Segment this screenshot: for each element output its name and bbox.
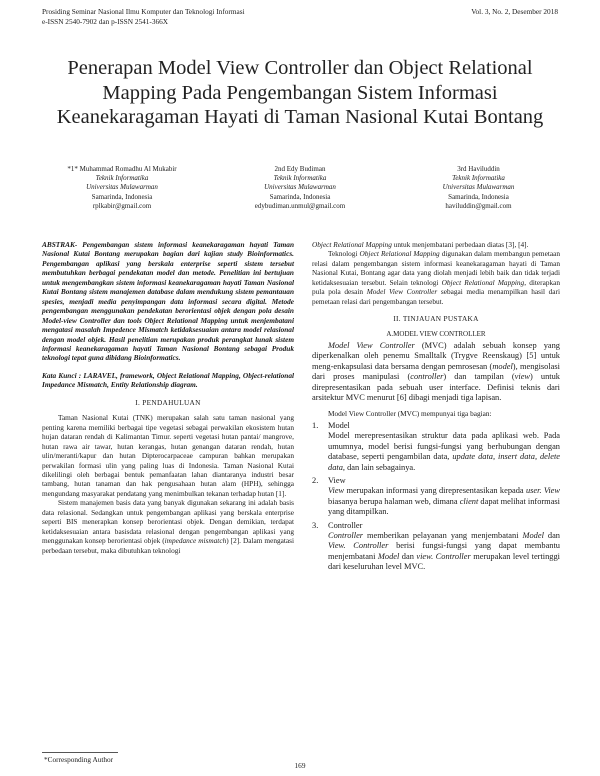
text-run-italic: Model bbox=[522, 531, 544, 541]
list-item-model bbox=[312, 421, 560, 431]
author-dept: Teknik Informatika bbox=[95, 174, 149, 183]
section-heading-introduction: I. PENDAHULUAN bbox=[135, 397, 201, 407]
author-block-2 bbox=[220, 165, 380, 211]
right-column bbox=[312, 240, 560, 573]
text-run-italic: update data, insert data, delete data bbox=[328, 452, 560, 472]
footnote-rule bbox=[42, 752, 118, 753]
text-run: Model merepresentasikan struktur data pada aplikasi web. Pada umumnya, model berisi fungsi-fungsi yang berhubungan dengan database, seperti pengambilan data, bbox=[328, 431, 560, 462]
text-run: digunakan dalam membangun pemetaan relasi dalam pengembangan sistem informasi keanekaragaman hayati di Taman Nasional Kutai, Bontang agar data yang diolah menjadi lebih baik dan tidak terjadi ketidaksesuaian tersebut. Selain teknologi bbox=[312, 249, 560, 287]
author-city: Samarinda, Indonesia bbox=[269, 192, 331, 201]
text-run-italic: View bbox=[328, 486, 345, 496]
list-body-controller bbox=[328, 531, 560, 573]
text-run-italic: controller bbox=[410, 372, 444, 382]
text-run-italic: Object Relational Mapping bbox=[359, 249, 440, 259]
text-run-italic: Model bbox=[377, 551, 400, 561]
text-run: (MVC) adalah sebuah konsep yang diperkenalkan oleh penemu Smalltalk (Trygve Reenskaug) [5] untuk meng-enkapsulasi data bersama dengan pemrosesan ( bbox=[312, 341, 560, 371]
text-run: untuk menjembatani perbedaan diatas [3], [4]. bbox=[391, 240, 529, 249]
text-run: merupakan informasi yang direpresentasikan kepada bbox=[344, 486, 526, 496]
author-block-1 bbox=[42, 165, 202, 211]
keywords: Kata Kunci : LARAVEL, framework, Object Relational Mapping, Object-relational Impedance Mismatch, Entity Relationship diagram. bbox=[42, 370, 294, 390]
author-email: edybudiman.unmul@gmail.com bbox=[254, 201, 346, 210]
author-university: Universitas Mulawarman bbox=[86, 183, 158, 192]
author-city: Samarinda, Indonesia bbox=[91, 192, 153, 201]
text-run-italic: View. Controller bbox=[328, 541, 389, 551]
author-email: haviluddin@gmail.com bbox=[445, 201, 512, 210]
text-run-italic: Model View Controller bbox=[328, 341, 415, 351]
mvc-paragraph-1 bbox=[312, 341, 560, 403]
text-run: , dan lain sebagainya. bbox=[342, 462, 416, 472]
subsection-heading-mvc: A.MODEL VIEW CONTROLLER bbox=[386, 329, 486, 338]
intro-paragraph-1: Taman Nasional Kutai (TNK) merupakan salah satu taman nasional yang penting karena memiliki berbagai tipe vegetasi sebagai perwakilan ekosistem hutan hujan dataran rendah di Kalimantan Timur. seperti vegetasi hutan pantai/ mangrove, hutan rawa air tawar, hutan kerangas, hutan genangan dataran rendah, hutan ulin/meranti/kapur dan hutan Dipterocarpaceae campuran bahkan merupakan perwakilan formasi ulin yang paling luas di Indonesia. Taman Nasional Kutai dikelilingi oleh berbagai bentuk pemanfaatan lahan diantaranya industri besar tambang, hutan tanaman dan hak pengusahaan hutan alam (HPH), sehingga mengundang masyarakat pendatang yang menimbulkan tekanan terhadap hutan [1]. bbox=[42, 413, 294, 498]
section-heading-literature-review: II. TINJAUAN PUSTAKA bbox=[393, 314, 479, 324]
text-run: dapat melihat informasi yang ditampilkan. bbox=[328, 496, 560, 517]
running-header-right: Vol. 3, No. 2, Desember 2018 bbox=[471, 7, 558, 16]
text-run-italic: view bbox=[514, 372, 531, 382]
author-email: rplkabir@gmail.com bbox=[92, 201, 152, 210]
text-run: ) dan tampilan ( bbox=[443, 372, 515, 382]
running-header-left bbox=[42, 7, 245, 26]
text-run: Sistem manajemen basis data yang banyak digunakan sekarang ini adalah basis data relasional. Sedangkan untuk pengembangan aplikasi yang berskala enterprise seperti BIS menerapkan konsep berorientasi objek. Dengan demikian, terdapat ketidaksesuaian antara basisdata relasional dengan pengembangan aplikasi yang menggunakan konsep berorientasi objek ( bbox=[42, 498, 294, 546]
page-number: 169 bbox=[294, 761, 306, 770]
list-body-view bbox=[328, 486, 560, 517]
text-run-italic: model bbox=[492, 361, 513, 371]
author-dept: Teknik Informatika bbox=[273, 174, 327, 183]
author-dept: Teknik Informatika bbox=[452, 174, 505, 183]
text-run: sebagai media menampilkan hasil dari pemetaan relasi dari pengembangan tersebut. bbox=[312, 287, 560, 306]
list-label: View bbox=[328, 476, 346, 485]
list-item-controller bbox=[312, 521, 560, 531]
proceedings-name: Prosiding Seminar Nasional Ilmu Komputer dan Teknologi Informasi bbox=[42, 7, 245, 16]
author-university: Universitas Mulawarman bbox=[442, 183, 515, 192]
text-run: ) untuk direpresentasikan pada sebuah user interface. Definisi teknis dari arsitektur MVC menurut [6] dibagi menjadi tiga lapisan. bbox=[312, 372, 560, 403]
footnote: *Corresponding Author bbox=[44, 755, 114, 764]
text-run: Teknologi bbox=[328, 249, 360, 259]
text-run-italic: Controller bbox=[328, 531, 364, 541]
text-run: dan bbox=[543, 531, 560, 541]
mvc-paragraph-2: Model View Controller (MVC) mempunyai tiga bagian: bbox=[328, 408, 492, 418]
text-run: biasanya berupa halaman web, dimana bbox=[328, 496, 460, 506]
list-number: 1. bbox=[312, 420, 319, 430]
text-run: memberikan pelayanan yang menjembatani bbox=[363, 531, 523, 541]
text-run: ) [2]. Dalam mengatasi perbedaan tersebut, maka dibutuhkan teknologi bbox=[42, 536, 295, 555]
text-run: , diterapkan pula pola desain bbox=[312, 277, 560, 297]
list-label: Controller bbox=[328, 520, 363, 530]
text-run-italic: view. Controller bbox=[416, 551, 471, 561]
list-label: Model bbox=[328, 420, 350, 430]
list-body-model bbox=[328, 431, 560, 473]
left-column bbox=[42, 240, 294, 555]
text-run-italic: impedance mismatch bbox=[164, 536, 227, 546]
text-run-italic: Model View Controller bbox=[366, 287, 438, 297]
text-run: merupakan level tertinggi dari keseluruhan level MVC. bbox=[328, 551, 561, 572]
text-run-italic: Object Relational Mapping bbox=[312, 240, 392, 249]
text-run-italic: client bbox=[459, 496, 479, 506]
list-number: 2. bbox=[312, 476, 319, 485]
author-name: *1* Muhammad Romadhu Al Mukabir bbox=[67, 165, 177, 173]
intro-paragraph-3 bbox=[312, 249, 560, 306]
issn-line: e-ISSN 2540-7902 dan p-ISSN 2541-366X bbox=[42, 16, 169, 26]
list-item-view bbox=[312, 476, 560, 486]
text-run: dan bbox=[399, 551, 417, 561]
text-run: berisi fungsi-fungsi yang dapat membantu menjembatani bbox=[328, 541, 560, 561]
abstract: ABSTRAK- Pengembangan sistem informasi keanekaragaman hayati Taman Nasional Kutai Bontang merupakan bagian dari kajian study Bioinformatics. Pengembangan aplikasi yang berskala enterprise seperti sistem tersebut membutuhkan berbagai pendekatan model dan metode. Penelitian ini bertujuan untuk mengembangkan sistem informasi keanekaragaman hayati Taman Nasional Kutai Bontang sistem manajemen database dalam mendukung sistem pemantauan spesies, menjadi media penyimpangan data informasi secara digital. Metode pengembangan menggunakan pendekatan berorientasi objek dengan pola desain Model-view Controller dan tools Object Relational Mapping untuk menjembatani mengatasi masalah Impedence Mismatch ketidaksesuaian antara model relasional dengan model objek. Hasil penelitian merupakan produk perangkat lunak sistem informasi keanekaragaman hayati Taman Nasional Bontang sebagai Produk teknologi tepat guna dibidang Bioinformatics. bbox=[42, 240, 294, 363]
author-name: 2nd Edy Budiman bbox=[274, 165, 326, 173]
author-university: Universitas Mulawarman bbox=[264, 183, 336, 192]
text-run-italic: user. View bbox=[525, 486, 560, 496]
text-run: ), mengisolasi dari proses manipulasi ( bbox=[312, 361, 560, 382]
list-number: 3. bbox=[312, 520, 319, 530]
paper-title: Penerapan Model View Controller dan Object Relational Mapping Pada Pengembangan Sistem Informasi Keanekaragaman Hayati di Taman Nasional Kutai Bontang bbox=[56, 57, 544, 128]
text-run-italic: Object Relational Mapping bbox=[441, 277, 525, 287]
intro-paragraph-continued bbox=[312, 240, 560, 249]
author-city: Samarinda, Indonesia bbox=[448, 192, 509, 201]
author-name: 3rd Haviluddin bbox=[457, 165, 500, 173]
author-block-3 bbox=[396, 165, 561, 211]
intro-paragraph-2 bbox=[42, 498, 294, 555]
